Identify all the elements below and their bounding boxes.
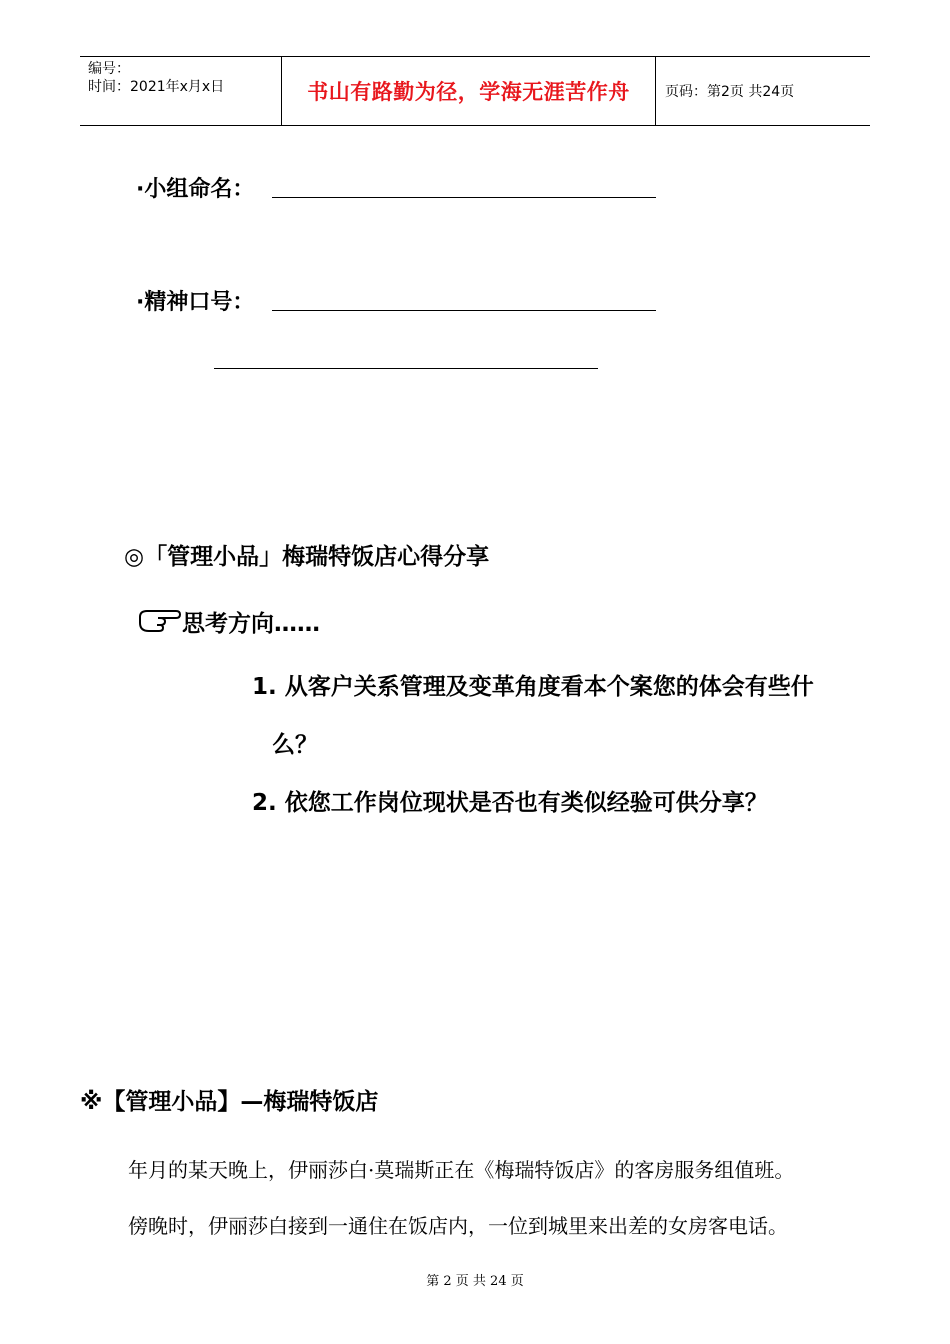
header-page-number: 页码：第2页 共24页 — [665, 84, 795, 100]
sharing-title: ◎「管理小品」梅瑞特饭店心得分享 — [124, 544, 490, 570]
header-meta — [80, 57, 280, 125]
thinking-direction-label: 思考方向…… — [182, 611, 320, 637]
slogan-label: ·精神口号： — [136, 290, 255, 315]
document-time-label: 时间：2021年x月x日 — [88, 79, 225, 95]
group-name-label: ·小组命名： — [136, 177, 255, 202]
pointing-hand-icon — [138, 607, 182, 633]
article-paragraph-1: 年月的某天晚上，伊丽莎白·莫瑞斯正在《梅瑞特饭店》的客房服务组值班。 — [128, 1158, 795, 1182]
question-1-line-1: 1. 从客户关系管理及变革角度看本个案您的体会有些什 — [252, 674, 814, 700]
slogan-blank-line-1[interactable] — [272, 310, 656, 311]
document-number-label: 编号： — [88, 61, 130, 77]
page-footer: 第 2 页 共 24 页 — [426, 1274, 524, 1289]
header-motto: 书山有路勤为径，学海无涯苦作舟 — [281, 57, 656, 125]
group-name-blank[interactable] — [272, 197, 656, 198]
slogan-blank-line-2[interactable] — [214, 368, 598, 369]
article-title: ※【管理小品】—梅瑞特饭店 — [80, 1089, 379, 1115]
thinking-direction — [138, 605, 320, 638]
question-2: 2. 依您工作岗位现状是否也有类似经验可供分享？ — [252, 790, 768, 816]
question-1-line-2: 么？ — [272, 732, 318, 758]
page-header — [80, 56, 870, 126]
article-paragraph-2: 傍晚时，伊丽莎白接到一通住在饭店内，一位到城里来出差的女房客电话。 — [128, 1214, 788, 1238]
